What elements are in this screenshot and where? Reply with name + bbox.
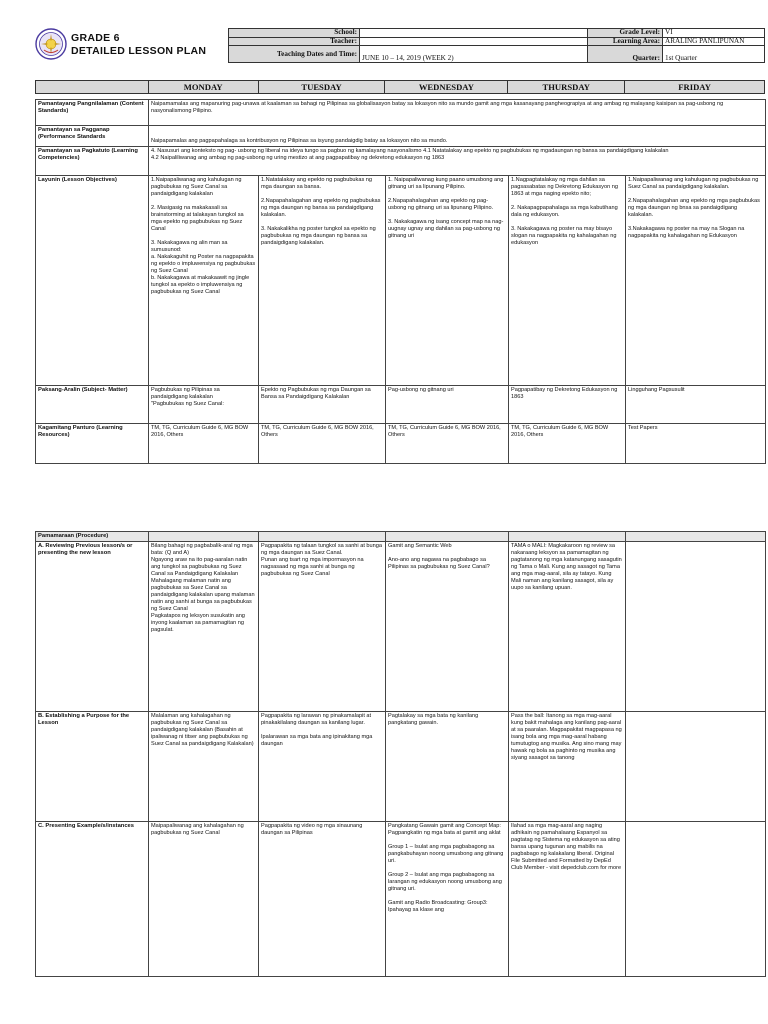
day-tuesday: TUESDAY [258,81,385,94]
resources-row [36,424,766,464]
performance-standards-row [36,126,766,147]
procedure-c-thursday: Ilahad sa mga mag-aaral ang naging adhikain ng pamahalaang Espanyol sa pagtatag ng Sistema ng edukasyon sa ating bansa upang tugunan ang mabilis na pagbabago ng kalakalang liberal. Original File Submitted and Formatted by DepEd Club Member - visit depedclub.com for more [509,822,626,977]
subject-matter-row [36,386,766,424]
procedure-a-tuesday: Pagpapakita ng talaan tungkol sa sanhi at bunga ng mga daungan sa Suez Canal. Punan ang tsart ng mga impormasyon na nagsasaad ng mga sanhi at bunga ng pagbubukas ng Suez Canal [259,542,386,712]
objectives-tuesday: 1.Natatalakay ang epekto ng pagbubukas ng mga daungan sa bansa. 2.Napapahalagahan ang epekto ng pagbubukas ng mga daungan ng bansa sa pandaigdigang kalakalan. 3. Nakakalikha ng poster tungkol sa epekto ng pagbubukas ng mga daungan ng bansa sa pandaigdigang kalakalan. [259,176,386,386]
subject-matter-friday: Lingguhang Pagsusulit [626,386,766,424]
content-standards-text: Naipamamalas ang mapanuring pag-unawa at kaalaman sa bahagi ng Pilipinas sa globalisasyon batay sa lokasyon nito sa mundo gamit ang mga kasanayang pangheograpiya at ang ambag ng malayang kaisipan sa pag-usbong ng nasyonalismong Pilipino. [149,100,766,126]
day-header-blank [36,81,149,94]
procedure-b-label: B. Establishing a Purpose for the Lesson [36,712,149,822]
quarter-label: Quarter: [588,46,663,63]
subject-matter-monday: Pagbubukas ng Pilipinas sa pandaigdigang kalakalan "Pagbubukas ng Suez Canal: [149,386,259,424]
day-header-row [35,80,765,94]
performance-standards-text: Naipapamalas ang pagpapahalaga sa kontribusyon ng Pilipinas sa isyung pandaigdig batay sa lokasyon nito sa mundo. [149,126,766,147]
procedure-a-thursday: TAMA o MALI: Magkakaroon ng review sa nakaraang leksyon sa pamamagitan ng pagtatanong ng mga katanungang sasagutin ng Tama o Mali. Kung ang sasagot ng Tama ang mga mag-aaral, sila ay tatayo. Kung Mali naman ang kanilang sasagot, sila ay uupo sa kanilang upuan. [509,542,626,712]
procedure-b-friday [626,712,766,822]
quarter-value: 1st Quarter [663,46,765,63]
procedure-row-a [36,542,766,712]
resources-thursday: TM, TG, Curriculum Guide 6, MG BOW 2016, Others [509,424,626,464]
objectives-wednesday: 1. Naipapaliwanag kung paano umusbong ang gitnang uri sa lipunang Pilipino. 2.Napapahalagahan ang epekto ng pag-usbong ng gitnang uri sa lipunang Pilipino. 3. Nakakagawa ng isang concept map na nag-uugnay ugnay ang dahilan sa pag-usbong ng gitnang uri [386,176,509,386]
day-friday: FRIDAY [625,81,765,94]
procedure-c-label: C. Presenting Example/s/instances [36,822,149,977]
subject-matter-wednesday: Pag-usbong ng gitnang uri [386,386,509,424]
subject-matter-label: Paksang-Aralin (Subject- Matter) [36,386,149,424]
dates-value: JUNE 10 – 14, 2019 (WEEK 2) [360,46,588,63]
procedure-header-row [36,532,766,542]
procedure-b-monday: Malalaman ang kahalagahan ng pagbubukas ng Suez Canal sa pandaigdigang kalakalan (Basahin at ipaliwanag ni titser ang pagbubukas ng Suez Canal sa pandaigdigang Kalakalan) [149,712,259,822]
procedure-blank [509,532,626,542]
objectives-friday: 1.Naipapaliwanag ang kahulugan ng pagbubukas ng Suez Canal sa pandaigdigang kalakalan. 2.Napapahalagahan ang epekto ng mga pagbubukas ng mga daungan ng bnsa sa pandaigdigang kalakalan. 3.Nakakagawa ng poster na may na Slogan na nagpapakita ng kahalagahan ng Edukasyon [626,176,766,386]
objectives-row [36,176,766,386]
procedure-a-monday: Bilang bahagi ng pagbabalik-aral ng mga bata: (Q and A) Ngayong araw na ito pag-aaralan natin ang tungkol sa pagbubukas ng Suez Canal sa Pandaigdigang Kalakalan Mahalagang malaman natin ang pagbubukas sa Suez Canal sa pandaigdigang kalakalan upang malaman natin ang sanhi at bunga sa pagbubukas ng Suez Canal Pagkatapos ng leksyon susukatin ang inyong kaalaman sa pamamagitan ng pagsulat. [149,542,259,712]
performance-standards-label: Pamantayan sa Pagganap (Performance Standards [36,126,149,147]
resources-label: Kagamitang Panturo (Learning Resources) [36,424,149,464]
grade-level-value: VI [663,29,765,38]
competencies-label: Pamantayan sa Pagkatuto (Learning Competencies) [36,147,149,176]
procedure-c-friday [626,822,766,977]
teacher-label: Teacher: [229,37,360,46]
deped-seal-icon [35,28,67,60]
day-thursday: THURSDAY [508,81,625,94]
procedure-c-monday: Maipapaliwanag ang kahalagahan ng pagbubukas ng Suez Canal [149,822,259,977]
subject-matter-tuesday: Epekto ng Pagbubukas ng mga Daungan sa Bansa sa Pandaigdigang Kalakalan [259,386,386,424]
school-label: School: [229,29,360,38]
procedure-row-b [36,712,766,822]
procedure-blank [386,532,509,542]
procedure-b-thursday: Pass the ball: Itanong sa mga mag-aaral kung bakit mahalaga ang kanilang pag-aaral at sa paaralan. Magpapakitat magpapasa ng isang bola ang mga mag-aaral habang tumutugtog ang musika. Ang sino mang may hawak ng bola sa paghinto ng musika ang siyang sasagot sa tanong [509,712,626,822]
competencies-row [36,147,766,176]
resources-friday: Test Papers [626,424,766,464]
resources-tuesday: TM, TG, Curriculum Guide 6, MG BOW 2016, Others [259,424,386,464]
procedure-c-tuesday: Pagpapakita ng video ng mga sinaunang daungan sa Pilipinas [259,822,386,977]
resources-wednesday: TM, TG, Curriculum Guide 6, MG BOW 2016, Others [386,424,509,464]
procedure-b-tuesday: Pagpapakita ng larawan ng pinakamalapit at pinakakilalang daungan sa kanilang lugar. Ipalarawan sa mga bata ang ipinakitang mga daungan [259,712,386,822]
procedure-c-wednesday: Pangkatang Gawain gamit ang Concept Map: Pagpangkatin ng mga bata at gamit ang aklat Group 1 – Isulat ang mga pagbabagong sa pangkabuhayan noong umusbong ang gitnang uri. Group 2 – Isulat ang mga pagbabagong sa larangan ng edukasyon noong umusbong ang gitnang uri. Gamit ang Radio Broadcasting: Group3: Ipahayag sa klase ang [386,822,509,977]
plan-meta-table [228,28,765,63]
teacher-value [360,37,588,46]
resources-monday: TM, TG, Curriculum Guide 6, MG BOW 2016, Others [149,424,259,464]
grade-level-label: Grade Level: [588,29,663,38]
procedure-b-wednesday: Pagtalakay sa mga bata ng kanilang pangkatang gawain. [386,712,509,822]
procedure-table [35,531,766,977]
procedure-blank [149,532,259,542]
learning-area-value: ARALING PANLIPUNAN [663,37,765,46]
procedure-row-c [36,822,766,977]
dates-label: Teaching Dates and Time: [229,46,360,63]
day-monday: MONDAY [148,81,258,94]
procedure-a-wednesday: Gamit ang Semantic Web Ano-ano ang nagawa na pagbabago sa Pilipinas sa pagbubukas ng Suez Canal? [386,542,509,712]
procedure-blank [259,532,386,542]
objectives-monday: 1.Naipapaliwanag ang kahulugan ng pagbubukas ng Suez Canal sa pandaigdigang kalakalan 2. Masigasig na makakasali sa brainstorming at talakayan tungkol sa mga epekto ng pagbubukas ng Suez Canal 3. Nakakagawa ng alin man sa sumusunod: a. Nakakaguhit ng Poster na nagpapakita ng epekto o impluwensiya ng pagbubukas ng Suez Canal b. Nakakagawa at makakaawit ng jingle tungkol sa epekto o impluwensiya ng pagbubukas ng Suez Canal [149,176,259,386]
competencies-text: 4. Nasusuri ang konteksto ng pag- usbong ng liberal na ideya tungo sa pagbuo ng kamalayang nasyonalismo 4.1 Natatalakay ang epekto ng pagbubukas ng mgadaungan ng bansa sa pandaigdigang kalakalan 4.2 Naipaliliwanag ang ambag ng pag-usbong ng uring mestizo at ang pagpapatibay ng dekretong edukasyon ng 1863 [149,147,766,176]
objectives-label: Layunin (Lesson Objectives) [36,176,149,386]
learning-area-label: Learning Area: [588,37,663,46]
day-wednesday: WEDNESDAY [385,81,508,94]
lesson-plan-header [35,28,765,74]
subject-matter-thursday: Pagpapatibay ng Dekretong Edukasyon ng 1863 [509,386,626,424]
grade-heading: GRADE 6 [71,32,120,44]
procedure-a-friday [626,542,766,712]
plan-type-heading: DETAILED LESSON PLAN [71,45,207,57]
procedure-blank [626,532,766,542]
objectives-thursday: 1.Nagpagtatalakay ng mga dahilan sa pagsasabatas ng Dekretong Edukasyon ng 1863 at mga naging epekto nito; 2. Nakapagpapahalaga sa mga kabutihang dala ng edukasyon. 3. Nakakagawa ng poster na may bisayo slogan na nagpapakita ng kahalagahan ng edukasyon [509,176,626,386]
procedure-a-label: A. Reviewing Previous lesson/s or presenting the new lesson [36,542,149,712]
content-standards-row [36,100,766,126]
procedure-label: Pamamaraan (Procedure) [36,532,149,542]
standards-table [35,99,766,464]
school-value [360,29,588,38]
content-standards-label: Pamantayang Pangnilalaman (Content Standards) [36,100,149,126]
